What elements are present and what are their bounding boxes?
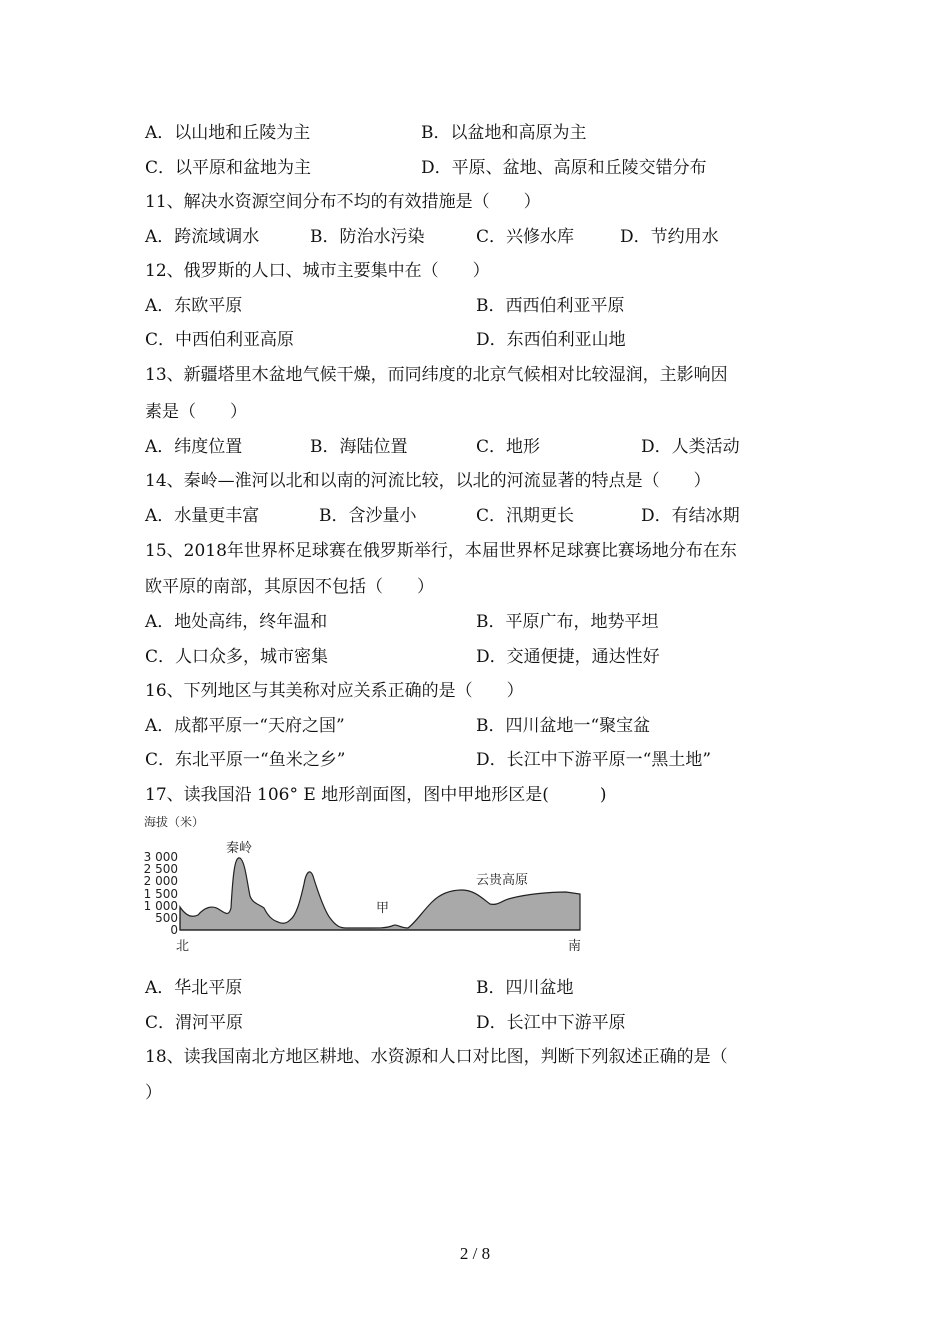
q17-option-b: B．四川盆地 [476,978,574,998]
y-tick-2500: 2 500 [143,862,178,876]
q13-option-a: A．纬度位置 [145,437,243,457]
q17-option-d: D．长江中下游平原 [476,1013,626,1033]
q11-option-a: A．跨流域调水 [145,227,260,247]
q12-stem: 12、俄罗斯的人口、城市主要集中在（ ） [145,261,490,281]
y-tick-2000: 2 000 [143,874,178,888]
q13-stem-line2: 素是（ ） [145,402,247,422]
q15-stem-line2: 欧平原的南部，其原因不包括（ ） [145,577,434,597]
q10-option-a: A．以山地和丘陵为主 [145,123,311,143]
q11-stem: 11、解决水资源空间分布不均的有效措施是（ ） [145,192,541,212]
q14-stem: 14、秦岭—淮河以北和以南的河流比较，以北的河流显著的特点是（ ） [145,471,711,491]
q13-option-d: D．人类活动 [641,437,740,457]
q18-stem-line2: ） [145,1083,162,1103]
y-tick-3000: 3 000 [143,850,178,864]
q12-option-c: C．中西伯利亚高原 [145,330,295,350]
q10-option-c: C．以平原和盆地为主 [145,158,312,178]
q16-option-d: D．长江中下游平原一“黑土地” [476,750,712,770]
q15-option-a: A．地处高纬，终年温和 [145,612,328,632]
q13-stem-line1: 13、新疆塔里木盆地气候干燥，而同纬度的北京气候相对比较湿润，主影响因 [145,365,728,385]
page-number: 2 / 8 [459,1244,491,1263]
label-yungui-plateau: 云贵高原 [476,873,529,888]
label-qinling: 秦岭 [226,841,253,856]
q16-option-b: B．四川盆地一“聚宝盆 [476,716,651,736]
label-south: 南 [568,939,582,954]
q10-option-b: B．以盆地和高原为主 [421,123,587,143]
q12-option-a: A．东欧平原 [145,296,243,316]
y-tick-1000: 1 000 [143,899,178,913]
y-tick-500: 500 [155,911,178,925]
q11-option-b: B．防治水污染 [310,227,425,247]
q13-option-b: B．海陆位置 [310,437,408,457]
q12-option-b: B．西西伯利亚平原 [476,296,625,316]
q17-option-c: C．渭河平原 [145,1013,244,1033]
q14-option-b: B．含沙量小 [319,506,417,526]
q15-option-d: D．交通便捷，通达性好 [476,647,660,667]
q13-option-c: C．地形 [476,437,541,457]
y-tick-1500: 1 500 [143,887,178,901]
q17-option-a: A．华北平原 [145,978,243,998]
y-axis-label: 海拔（米） [144,815,205,829]
q16-stem: 16、下列地区与其美称对应关系正确的是（ ） [145,681,524,701]
q11-option-d: D．节约用水 [620,227,719,247]
q14-option-a: A．水量更丰富 [145,506,260,526]
q16-option-c: C．东北平原一“鱼米之乡” [145,750,346,770]
q15-option-b: B．平原广布，地势平坦 [476,612,659,632]
q15-option-c: C．人口众多，城市密集 [145,647,329,667]
terrain-profile-area [180,858,580,930]
label-north: 北 [176,939,190,954]
q14-option-c: C．汛期更长 [476,506,575,526]
terrain-profile-figure [140,812,590,960]
q11-option-c: C．兴修水库 [476,227,575,247]
q14-option-d: D．有结冰期 [641,506,740,526]
q18-stem-line1: 18、读我国南北方地区耕地、水资源和人口对比图，判断下列叙述正确的是（ [145,1047,728,1067]
q15-stem-line1: 15、2018年世界杯足球赛在俄罗斯举行，本届世界杯足球赛比赛场地分布在东 [145,541,737,561]
q17-stem: 17、读我国沿 106° E 地形剖面图，图中甲地形区是( ) [145,785,607,805]
q10-option-d: D．平原、盆地、高原和丘陵交错分布 [421,158,707,178]
label-jia: 甲 [376,901,390,916]
q16-option-a: A．成都平原一“天府之国” [145,716,345,736]
q12-option-d: D．东西伯利亚山地 [476,330,626,350]
y-tick-0: 0 [170,923,178,937]
